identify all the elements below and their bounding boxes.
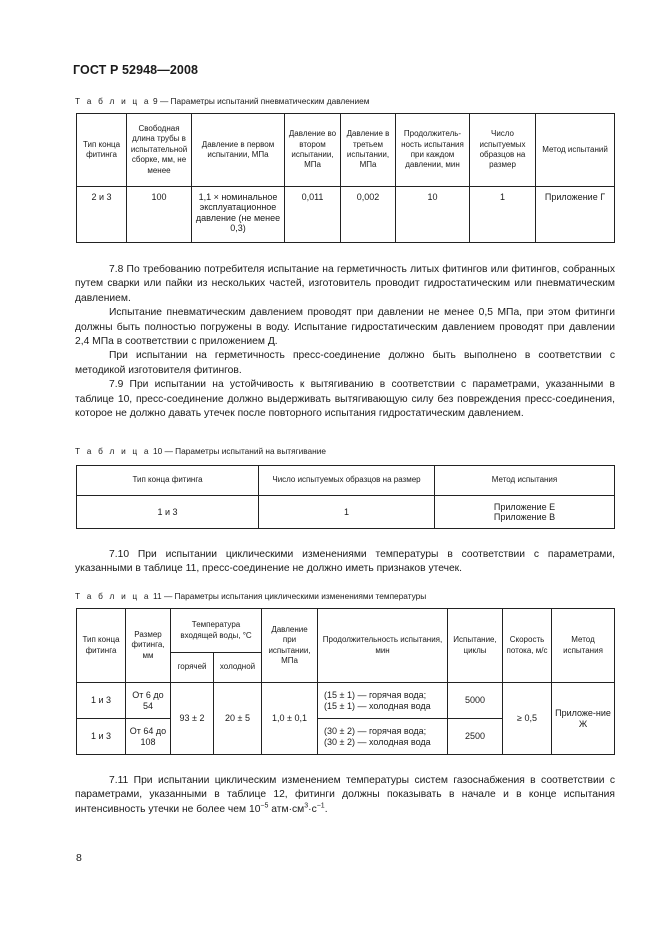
table11-duration-line: (30 ± 2) — горячая вода;	[324, 726, 427, 737]
unit-text: атм·см	[268, 803, 305, 815]
table11-caption-text: 11 — Параметры испытания циклическими изменениями температуры	[153, 591, 427, 601]
table9-header-cell: Число испытуемых образцов на размер	[470, 114, 536, 187]
table9-header-cell: Свободная длина трубы в испытательной сборке, мм, не менее	[127, 114, 192, 187]
table11-caption-label: Т а б л и ц а	[75, 591, 151, 601]
paragraph-7-10: 7.10 При испытании циклическими изменениями температуры в соответствии с параметрами, указанными в таблице 11, пресс-соединение не должно иметь признаков утечек.	[75, 549, 615, 575]
table11-header-cell: Метод испытания	[552, 609, 615, 683]
table11-duration-cell	[318, 683, 448, 719]
table11-duration-line: (15 ± 1) — холодная вода	[324, 700, 431, 711]
table10-caption	[75, 446, 326, 456]
table11-caption	[75, 591, 426, 601]
table9-caption-text: 9 — Параметры испытаний пневматическим давлением	[153, 96, 370, 106]
text-block-7-8	[75, 263, 615, 421]
unit-text: ·с	[308, 803, 317, 815]
table11-header-cell: Тип конца фитинга	[77, 609, 126, 683]
table9-cell: 1	[470, 187, 536, 243]
table9-header-cell: Метод испытаний	[536, 114, 615, 187]
table11-header-cell: Скорость потока, м/с	[503, 609, 552, 683]
table9-caption	[75, 96, 369, 106]
table10-caption-text: 10 — Параметры испытаний на вытягивание	[153, 446, 327, 456]
table9-caption-label: Т а б л и ц а	[75, 96, 151, 106]
table9-header-row	[77, 114, 615, 187]
text-block-7-11	[75, 774, 615, 817]
table9	[76, 113, 615, 243]
table10-header-row	[77, 466, 615, 496]
table10	[76, 465, 615, 529]
table9-row	[77, 187, 615, 243]
table11-header-cell: Давление при испытании, МПа	[262, 609, 318, 683]
paragraph-7-9: 7.9 При испытании на устойчивость к вытягиванию в соответствии с параметрами, указанными в таблице 10, пресс-соединение должно выдерживать вытягивающую силу без повреждения пресс-соединения, которое не должно давать утечек после повторного испытания гидростатическим давлением.	[75, 379, 615, 420]
table10-header-cell: Число испытуемых образцов на размер	[259, 466, 435, 496]
table11-cell: 5000	[448, 683, 503, 719]
table11-cell: 93 ± 2	[171, 683, 214, 755]
document-header: ГОСТ Р 52948—2008	[73, 63, 199, 77]
table11-header-cell: Испытание, циклы	[448, 609, 503, 683]
table11-duration-line: (15 ± 1) — горячая вода;	[324, 690, 427, 701]
table11-duration-line: (30 ± 2) — холодная вода	[324, 736, 431, 747]
table11-cell: 20 ± 5	[214, 683, 262, 755]
table10-method-line: Приложение Е	[493, 501, 556, 512]
table11	[76, 608, 615, 755]
paragraph-7-11-text: 7.11 При испытании циклическим изменением температуры систем газоснабжения в соответствии с параметрами, указанными в таблице 12, фитинги должны показывать в начале и в конце испытания интенсивность утечки не более чем 10	[75, 775, 615, 815]
table11-cell: ≥ 0,5	[503, 683, 552, 755]
table11-cell: 1 и 3	[77, 683, 126, 719]
table10-header-cell: Метод испытания	[435, 466, 615, 496]
table9-cell: 0,002	[341, 187, 396, 243]
paragraph-end: .	[324, 803, 328, 815]
table9-cell: 10	[396, 187, 470, 243]
table9-header-cell: Тип конца фитинга	[77, 114, 127, 187]
paragraph-7-8: 7.8 По требованию потребителя испытание на герметичность литых фитингов или фитингов, собранных путем сварки или пайки из нескольких частей, изготовитель проводит гидростатическим или пневматическим давлением.	[75, 264, 615, 304]
table11-header-cell: холодной	[214, 653, 262, 683]
table11-header-row	[77, 609, 615, 653]
table11-cell: Приложе-ние Ж	[552, 683, 615, 755]
table11-cell: 2500	[448, 719, 503, 755]
table11-header-cell: горячей	[171, 653, 214, 683]
table10-cell: 1	[259, 496, 435, 529]
table10-row	[77, 496, 615, 529]
table9-header-cell: Давление во втором испытании, МПа	[285, 114, 341, 187]
table11-header-cell: Размер фитинга, мм	[126, 609, 171, 683]
table10-header-cell: Тип конца фитинга	[77, 466, 259, 496]
table11-cell: 1,0 ± 0,1	[262, 683, 318, 755]
table11-header-cell: Продолжительность испытания, мин	[318, 609, 448, 683]
table11-cell: 1 и 3	[77, 719, 126, 755]
text-block-7-10	[75, 548, 615, 577]
exponent: −5	[260, 802, 269, 810]
table9-cell: 100	[127, 187, 192, 243]
table10-caption-label: Т а б л и ц а	[75, 446, 151, 456]
table9-cell: 1,1 × номинальное эксплуатационное давление (не менее 0,3)	[192, 187, 285, 243]
table10-method-line: Приложение В	[493, 512, 556, 522]
exponent: −1	[316, 802, 325, 810]
table11-duration-cell	[318, 719, 448, 755]
table11-row	[77, 683, 615, 719]
table10-cell: 1 и 3	[77, 496, 259, 529]
table11-header-cell: Температура входящей воды, °С	[171, 609, 262, 653]
table9-cell: Приложение Г	[536, 187, 615, 243]
exponent: 3	[304, 802, 309, 810]
table9-header-cell: Давление в первом испытании, МПа	[192, 114, 285, 187]
paragraph-7-8-pneumatic: Испытание пневматическим давлением проводят при давлении не менее 0,5 МПа, при этом фитинги должны быть полностью погружены в воду. Испытание гидростатическим давлением проводят при давлении 2,4 МПа в соответствии с приложением Д.	[75, 307, 615, 348]
table11-cell: От 6 до 54	[126, 683, 171, 719]
table9-cell: 0,011	[285, 187, 341, 243]
paragraph-7-8-press: При испытании на герметичность пресс-соединение должно быть выполнено в соответствии с методикой изготовителя фитингов.	[75, 350, 615, 376]
table9-cell: 2 и 3	[77, 187, 127, 243]
page-number: 8	[76, 852, 82, 864]
table11-cell: От 64 до 108	[126, 719, 171, 755]
paragraph-7-11	[75, 774, 615, 817]
table9-header-cell: Давление в третьем испытании, МПа	[341, 114, 396, 187]
table10-method-cell	[435, 496, 615, 529]
table9-header-cell: Продолжитель-ность испытания при каждом давлении, мин	[396, 114, 470, 187]
